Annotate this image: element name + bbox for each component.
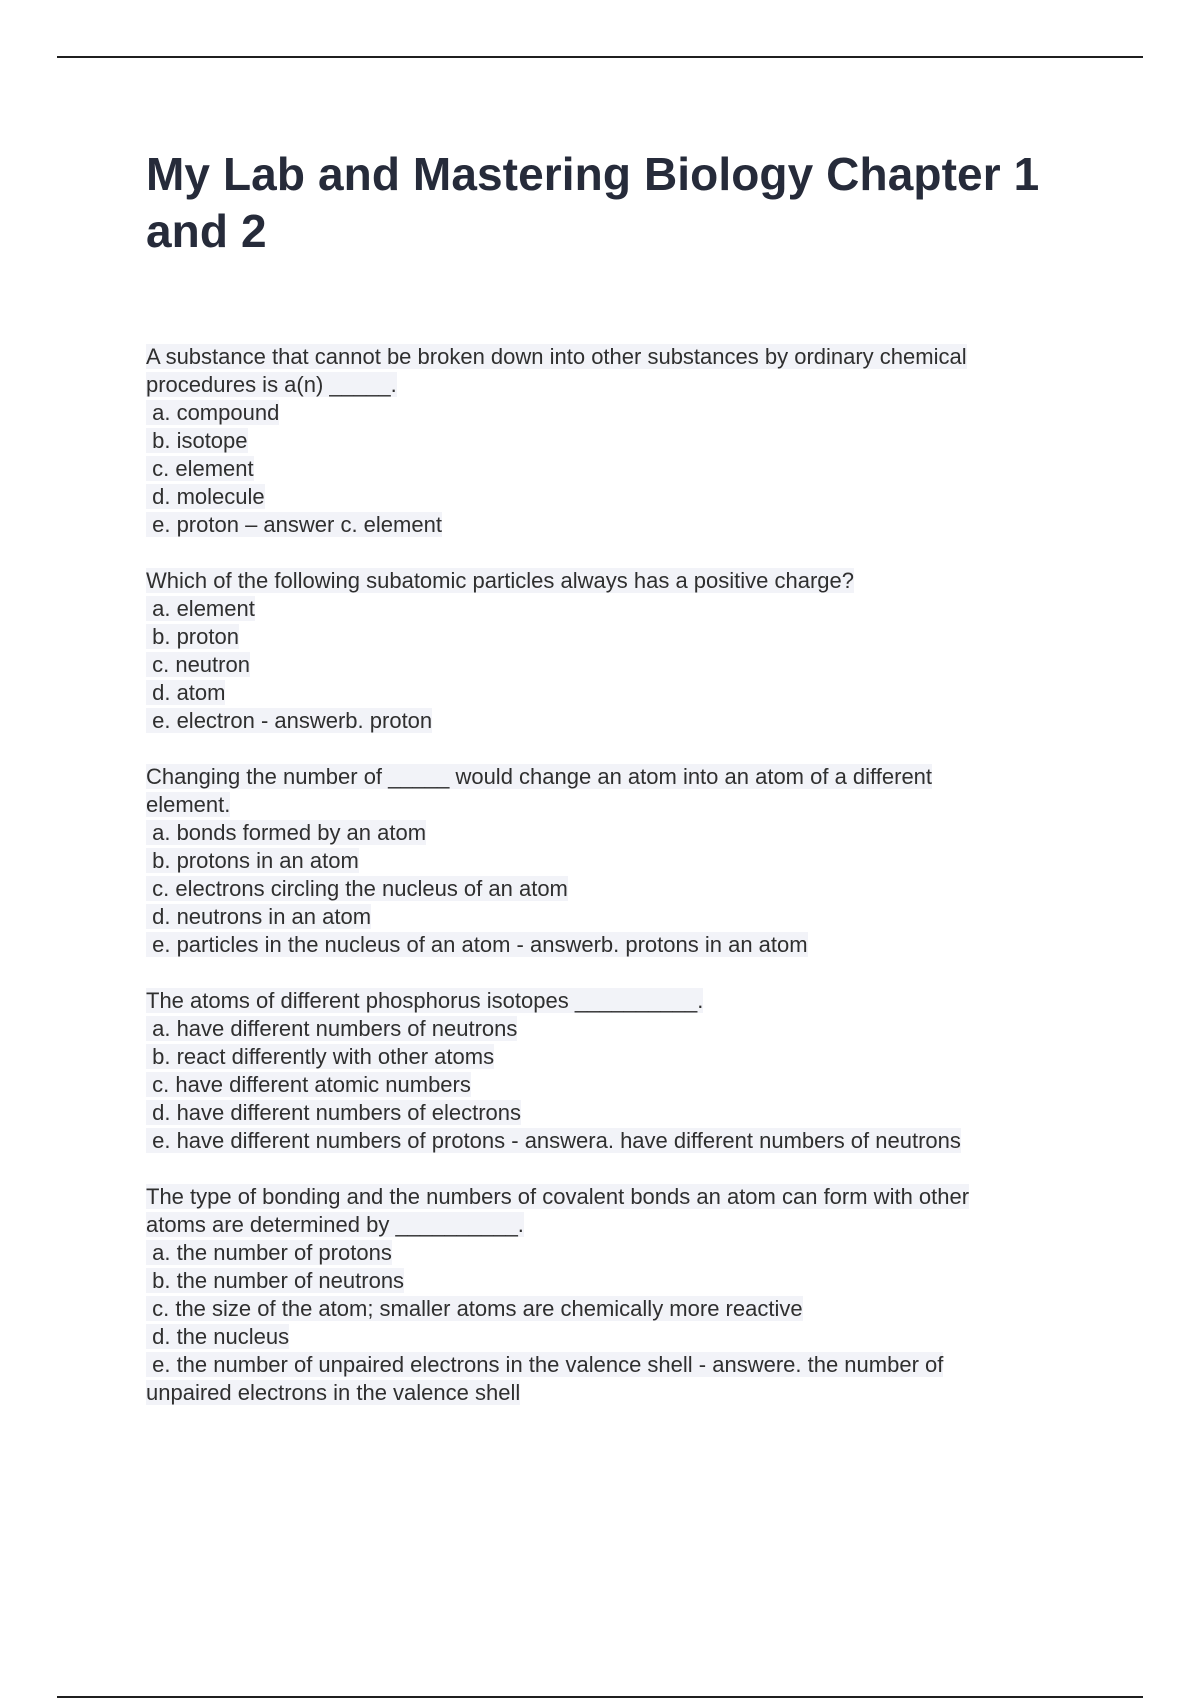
question-5 — [146, 1183, 1086, 1407]
answer-option: c. have different atomic numbers — [146, 1072, 471, 1097]
answer-option: a. element — [146, 596, 255, 621]
question-1 — [146, 343, 1086, 539]
answer-option: b. react differently with other atoms — [146, 1044, 495, 1069]
question-3 — [146, 763, 1086, 959]
question-4 — [146, 987, 1086, 1155]
answer-option-with-answer: e. proton – answer c. element — [146, 512, 442, 537]
answer-option: c. element — [146, 456, 254, 481]
question-stem-line: atoms are determined by __________. — [146, 1212, 524, 1237]
answer-option-with-answer: e. have different numbers of protons - answera. have different numbers of neutrons — [146, 1128, 961, 1153]
answer-option: b. protons in an atom — [146, 848, 359, 873]
question-list — [146, 343, 1086, 1407]
answer-option: c. neutron — [146, 652, 250, 677]
answer-option: c. electrons circling the nucleus of an atom — [146, 876, 568, 901]
question-stem-line: The atoms of different phosphorus isotopes __________. — [146, 988, 704, 1013]
answer-option-with-answer: e. particles in the nucleus of an atom - answerb. protons in an atom — [146, 932, 808, 957]
page-title: My Lab and Mastering Biology Chapter 1 and 2 — [146, 148, 1040, 257]
answer-option: d. the nucleus — [146, 1324, 290, 1349]
answer-option: d. molecule — [146, 484, 265, 509]
answer-option: a. have different numbers of neutrons — [146, 1016, 518, 1041]
answer-option: a. the number of protons — [146, 1240, 392, 1265]
question-2 — [146, 567, 1086, 735]
document-body — [146, 146, 1086, 1435]
answer-option: b. isotope — [146, 428, 248, 453]
question-stem-line: Which of the following subatomic particles always has a positive charge? — [146, 568, 855, 593]
question-stem-line: procedures is a(n) _____. — [146, 372, 397, 397]
question-stem-line: The type of bonding and the numbers of covalent bonds an atom can form with other — [146, 1184, 970, 1209]
answer-option: a. bonds formed by an atom — [146, 820, 427, 845]
bottom-rule — [57, 1696, 1143, 1698]
question-stem-line: Changing the number of _____ would change an atom into an atom of a different — [146, 764, 933, 789]
answer-option: a. compound — [146, 400, 280, 425]
answer-option: d. neutrons in an atom — [146, 904, 372, 929]
top-rule — [57, 56, 1143, 58]
question-stem-line: A substance that cannot be broken down into other substances by ordinary chemical — [146, 344, 967, 369]
answer-option: d. have different numbers of electrons — [146, 1100, 522, 1125]
answer-option: c. the size of the atom; smaller atoms are chemically more reactive — [146, 1296, 803, 1321]
answer-option-continuation: unpaired electrons in the valence shell — [146, 1380, 521, 1405]
answer-option-with-answer: e. electron - answerb. proton — [146, 708, 433, 733]
question-stem-line: element. — [146, 792, 231, 817]
answer-option: b. the number of neutrons — [146, 1268, 405, 1293]
answer-option-with-answer: e. the number of unpaired electrons in the valence shell - answere. the number of — [146, 1352, 944, 1377]
answer-option: b. proton — [146, 624, 239, 649]
answer-option: d. atom — [146, 680, 226, 705]
